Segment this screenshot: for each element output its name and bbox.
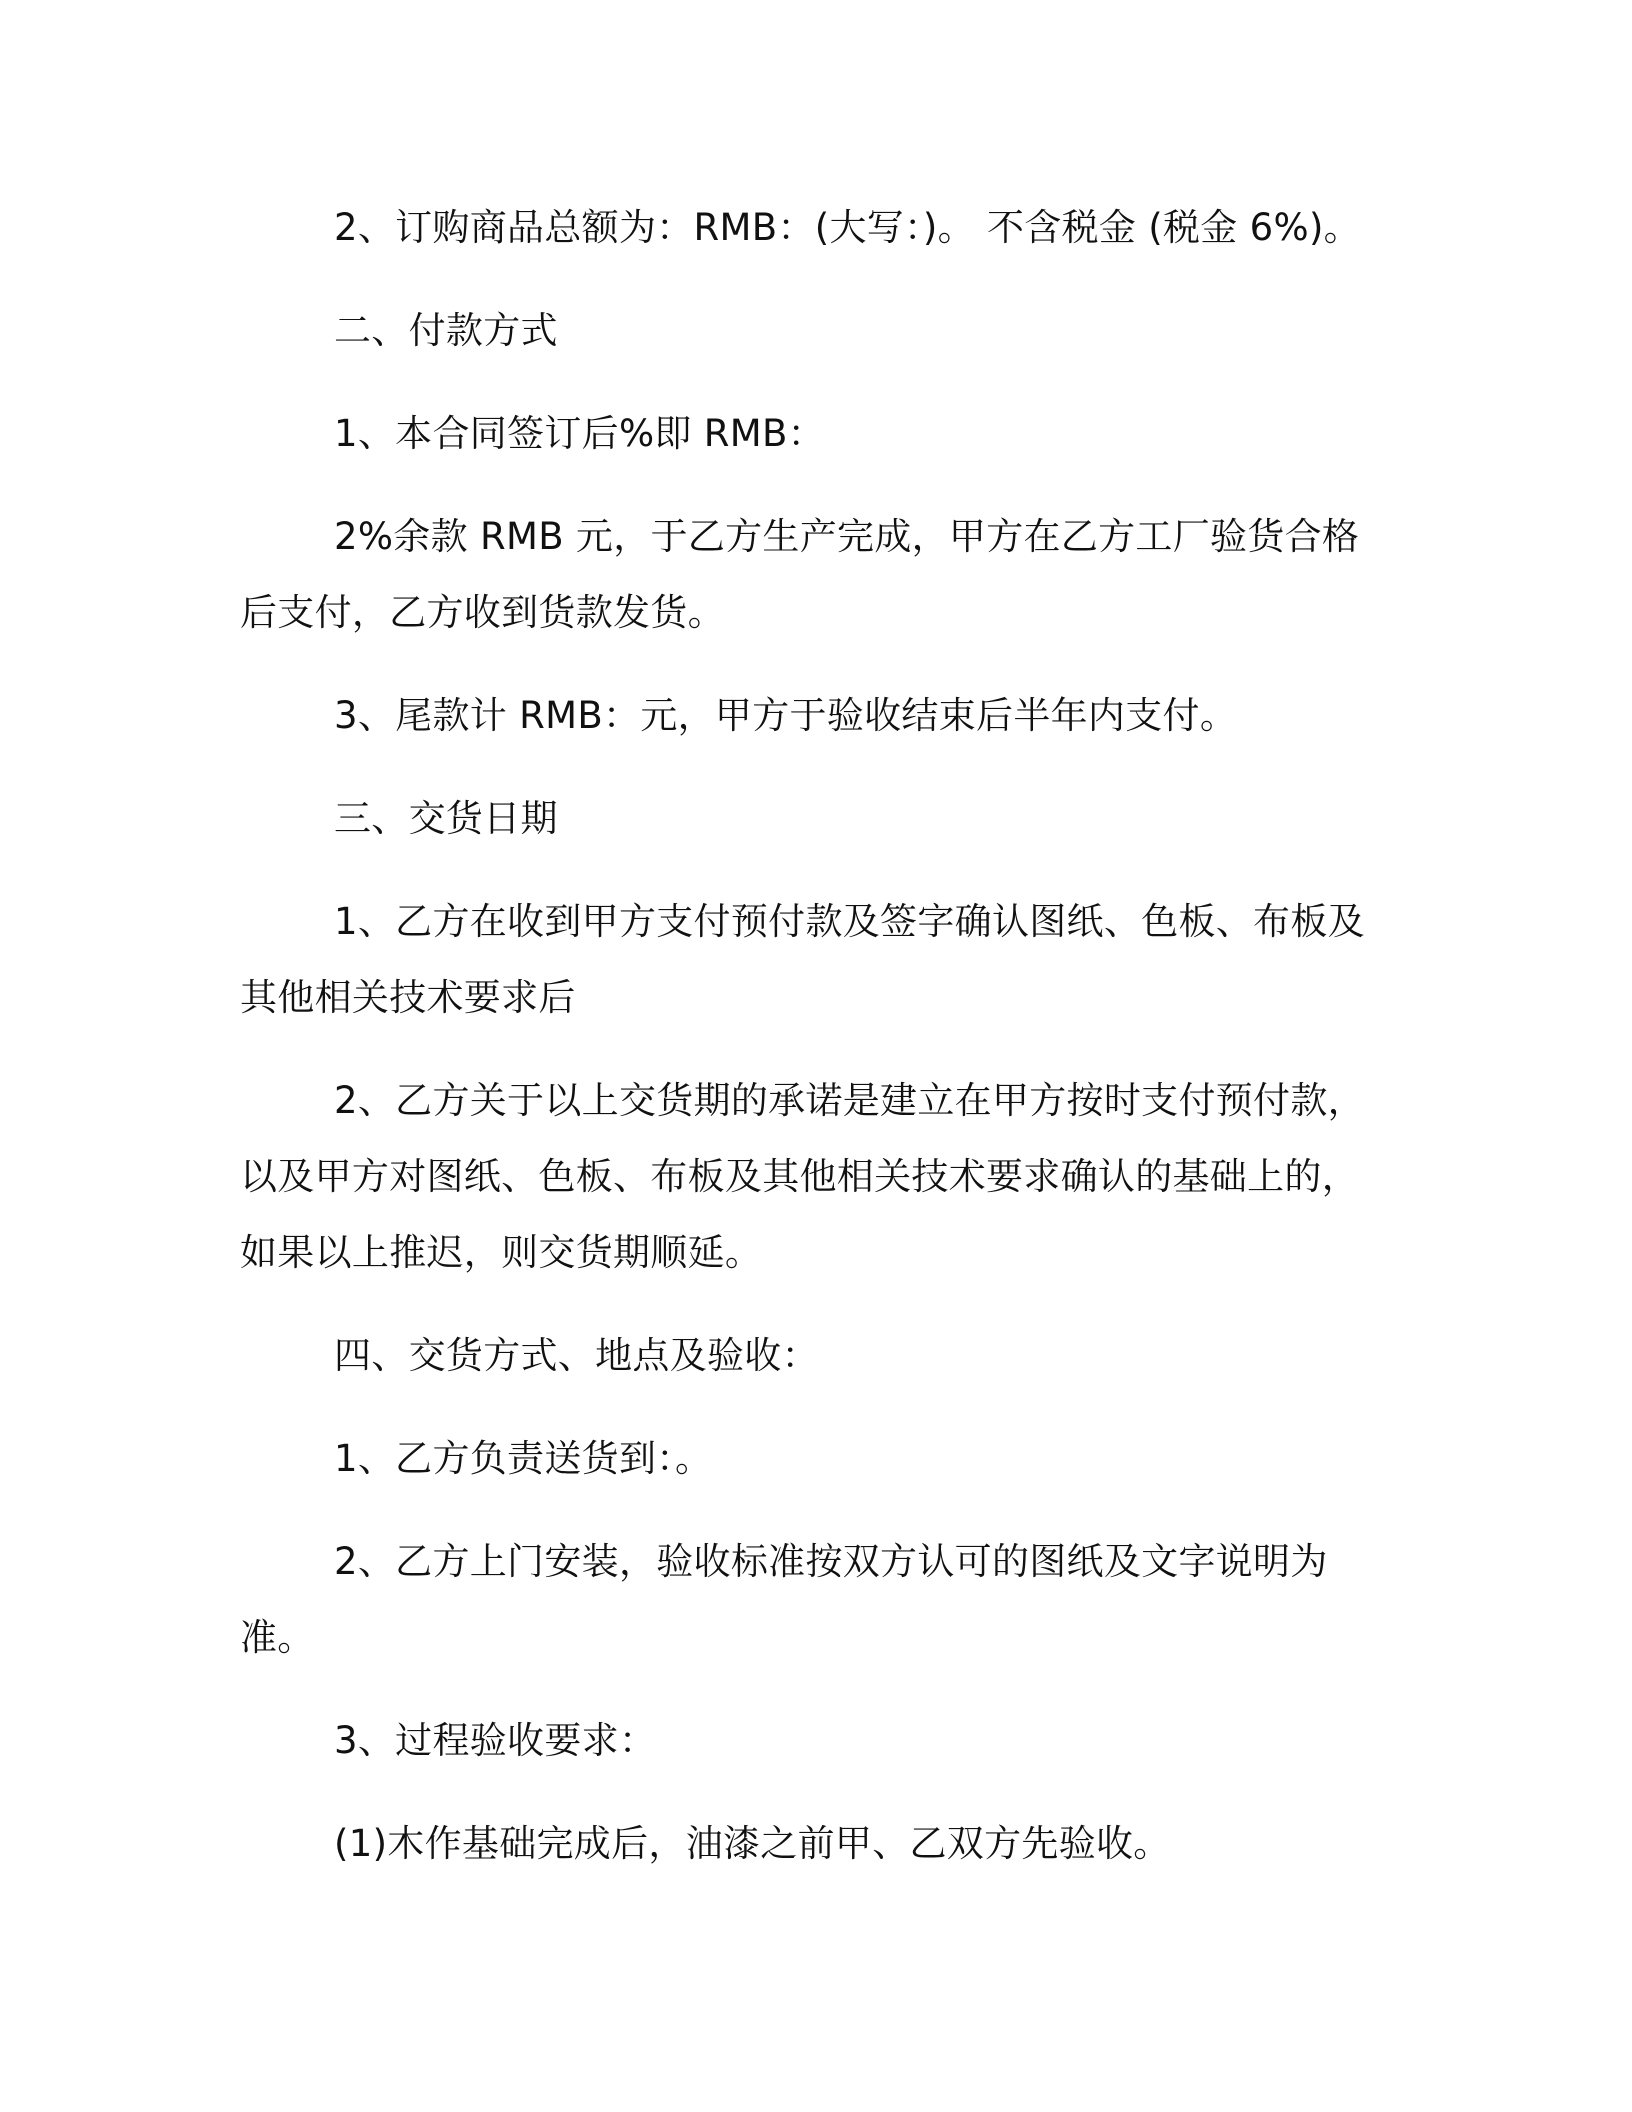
section-heading-payment-method: 二、付款方式 xyxy=(334,309,558,352)
document-body xyxy=(240,190,1390,1909)
paragraph-acceptance-3: 3、过程验收要求： xyxy=(334,1719,657,1762)
section-heading-delivery-date: 三、交货日期 xyxy=(334,797,558,840)
paragraph-acceptance-3-1: (1)木作基础完成后，油漆之前甲、乙双方先验收。 xyxy=(334,1822,1171,1865)
paragraph-acceptance-1: 1、乙方负责送货到：。 xyxy=(334,1437,713,1480)
paragraph-delivery-2: 2、乙方关于以上交货期的承诺是建立在甲方按时支付预付款，以及甲方对图纸、色板、布板及其他相关技术要求确认的基础上的，如果以上推迟，则交货期顺延。 xyxy=(240,1079,1365,1274)
paragraph-acceptance-2: 2、乙方上门安装，验收标准按双方认可的图纸及文字说明为准。 xyxy=(240,1540,1328,1659)
paragraph-total-amount: 2、订购商品总额为：RMB：(大写：)。 不含税金 (税金 6%)。 xyxy=(334,206,1361,249)
paragraph-payment-1: 1、本合同签订后%即 RMB： xyxy=(334,412,825,455)
paragraph-payment-3: 3、尾款计 RMB：元，甲方于验收结束后半年内支付。 xyxy=(334,694,1238,737)
paragraph-delivery-1: 1、乙方在收到甲方支付预付款及签字确认图纸、色板、布板及其他相关技术要求后 xyxy=(240,900,1365,1019)
paragraph-payment-2: 2%余款 RMB 元，于乙方生产完成，甲方在乙方工厂验货合格后支付，乙方收到货款发货。 xyxy=(240,515,1360,634)
section-heading-delivery-acceptance: 四、交货方式、地点及验收： xyxy=(334,1334,819,1377)
